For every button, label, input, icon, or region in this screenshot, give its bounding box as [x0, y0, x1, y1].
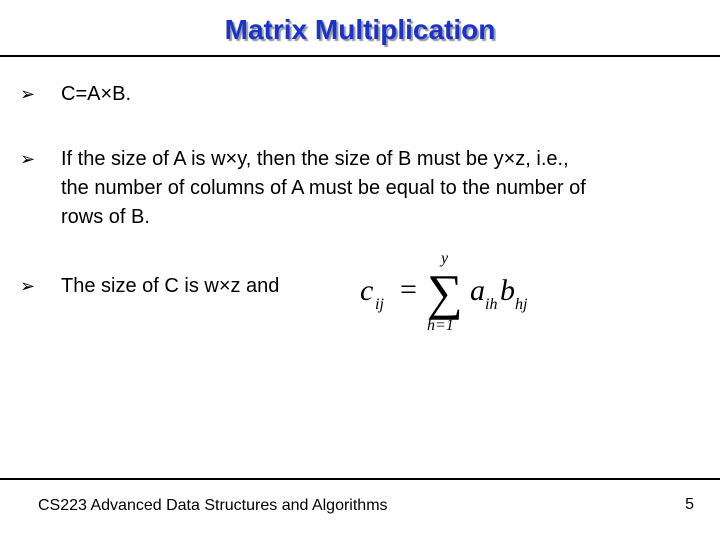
bullet-arrow-icon: ➢ [20, 84, 36, 104]
bullet-arrow-icon: ➢ [20, 276, 36, 296]
summation-formula [355, 245, 555, 340]
formula-term2-subscript: hj [515, 296, 528, 313]
bullet-arrow-icon: ➢ [20, 149, 36, 169]
bullet-line: If the size of A is w×y, then the size of B must be y×z, i.e., [61, 148, 569, 170]
page-number: 5 [685, 496, 694, 513]
formula-lower-limit: h=1 [427, 317, 454, 334]
slide-title: Matrix Multiplication [224, 14, 496, 45]
formula-upper-limit: y [441, 250, 449, 267]
formula-term1-subscript: ih [485, 296, 498, 313]
title-divider [0, 55, 720, 57]
formula-lhs-subscript: ij [375, 296, 384, 313]
footer-course-name: CS223 Advanced Data Structures and Algorithms [38, 497, 388, 514]
bullet-text [61, 145, 586, 232]
formula-lhs: c [360, 274, 374, 307]
bullet-line: The size of C is w×z and [61, 275, 280, 297]
bullet-text [61, 272, 279, 301]
sum-symbol-icon: ∑ [427, 264, 463, 320]
bullet-line: C=A×B. [61, 83, 132, 105]
bullet-line: rows of B. [61, 206, 150, 228]
formula-equals: = [400, 273, 417, 306]
bullet-text [61, 80, 131, 109]
formula-term1: a [470, 274, 485, 307]
footer-divider [0, 478, 720, 480]
formula-term2: b [500, 274, 515, 307]
bullet-line: the number of columns of A must be equal to the number of [61, 177, 586, 199]
